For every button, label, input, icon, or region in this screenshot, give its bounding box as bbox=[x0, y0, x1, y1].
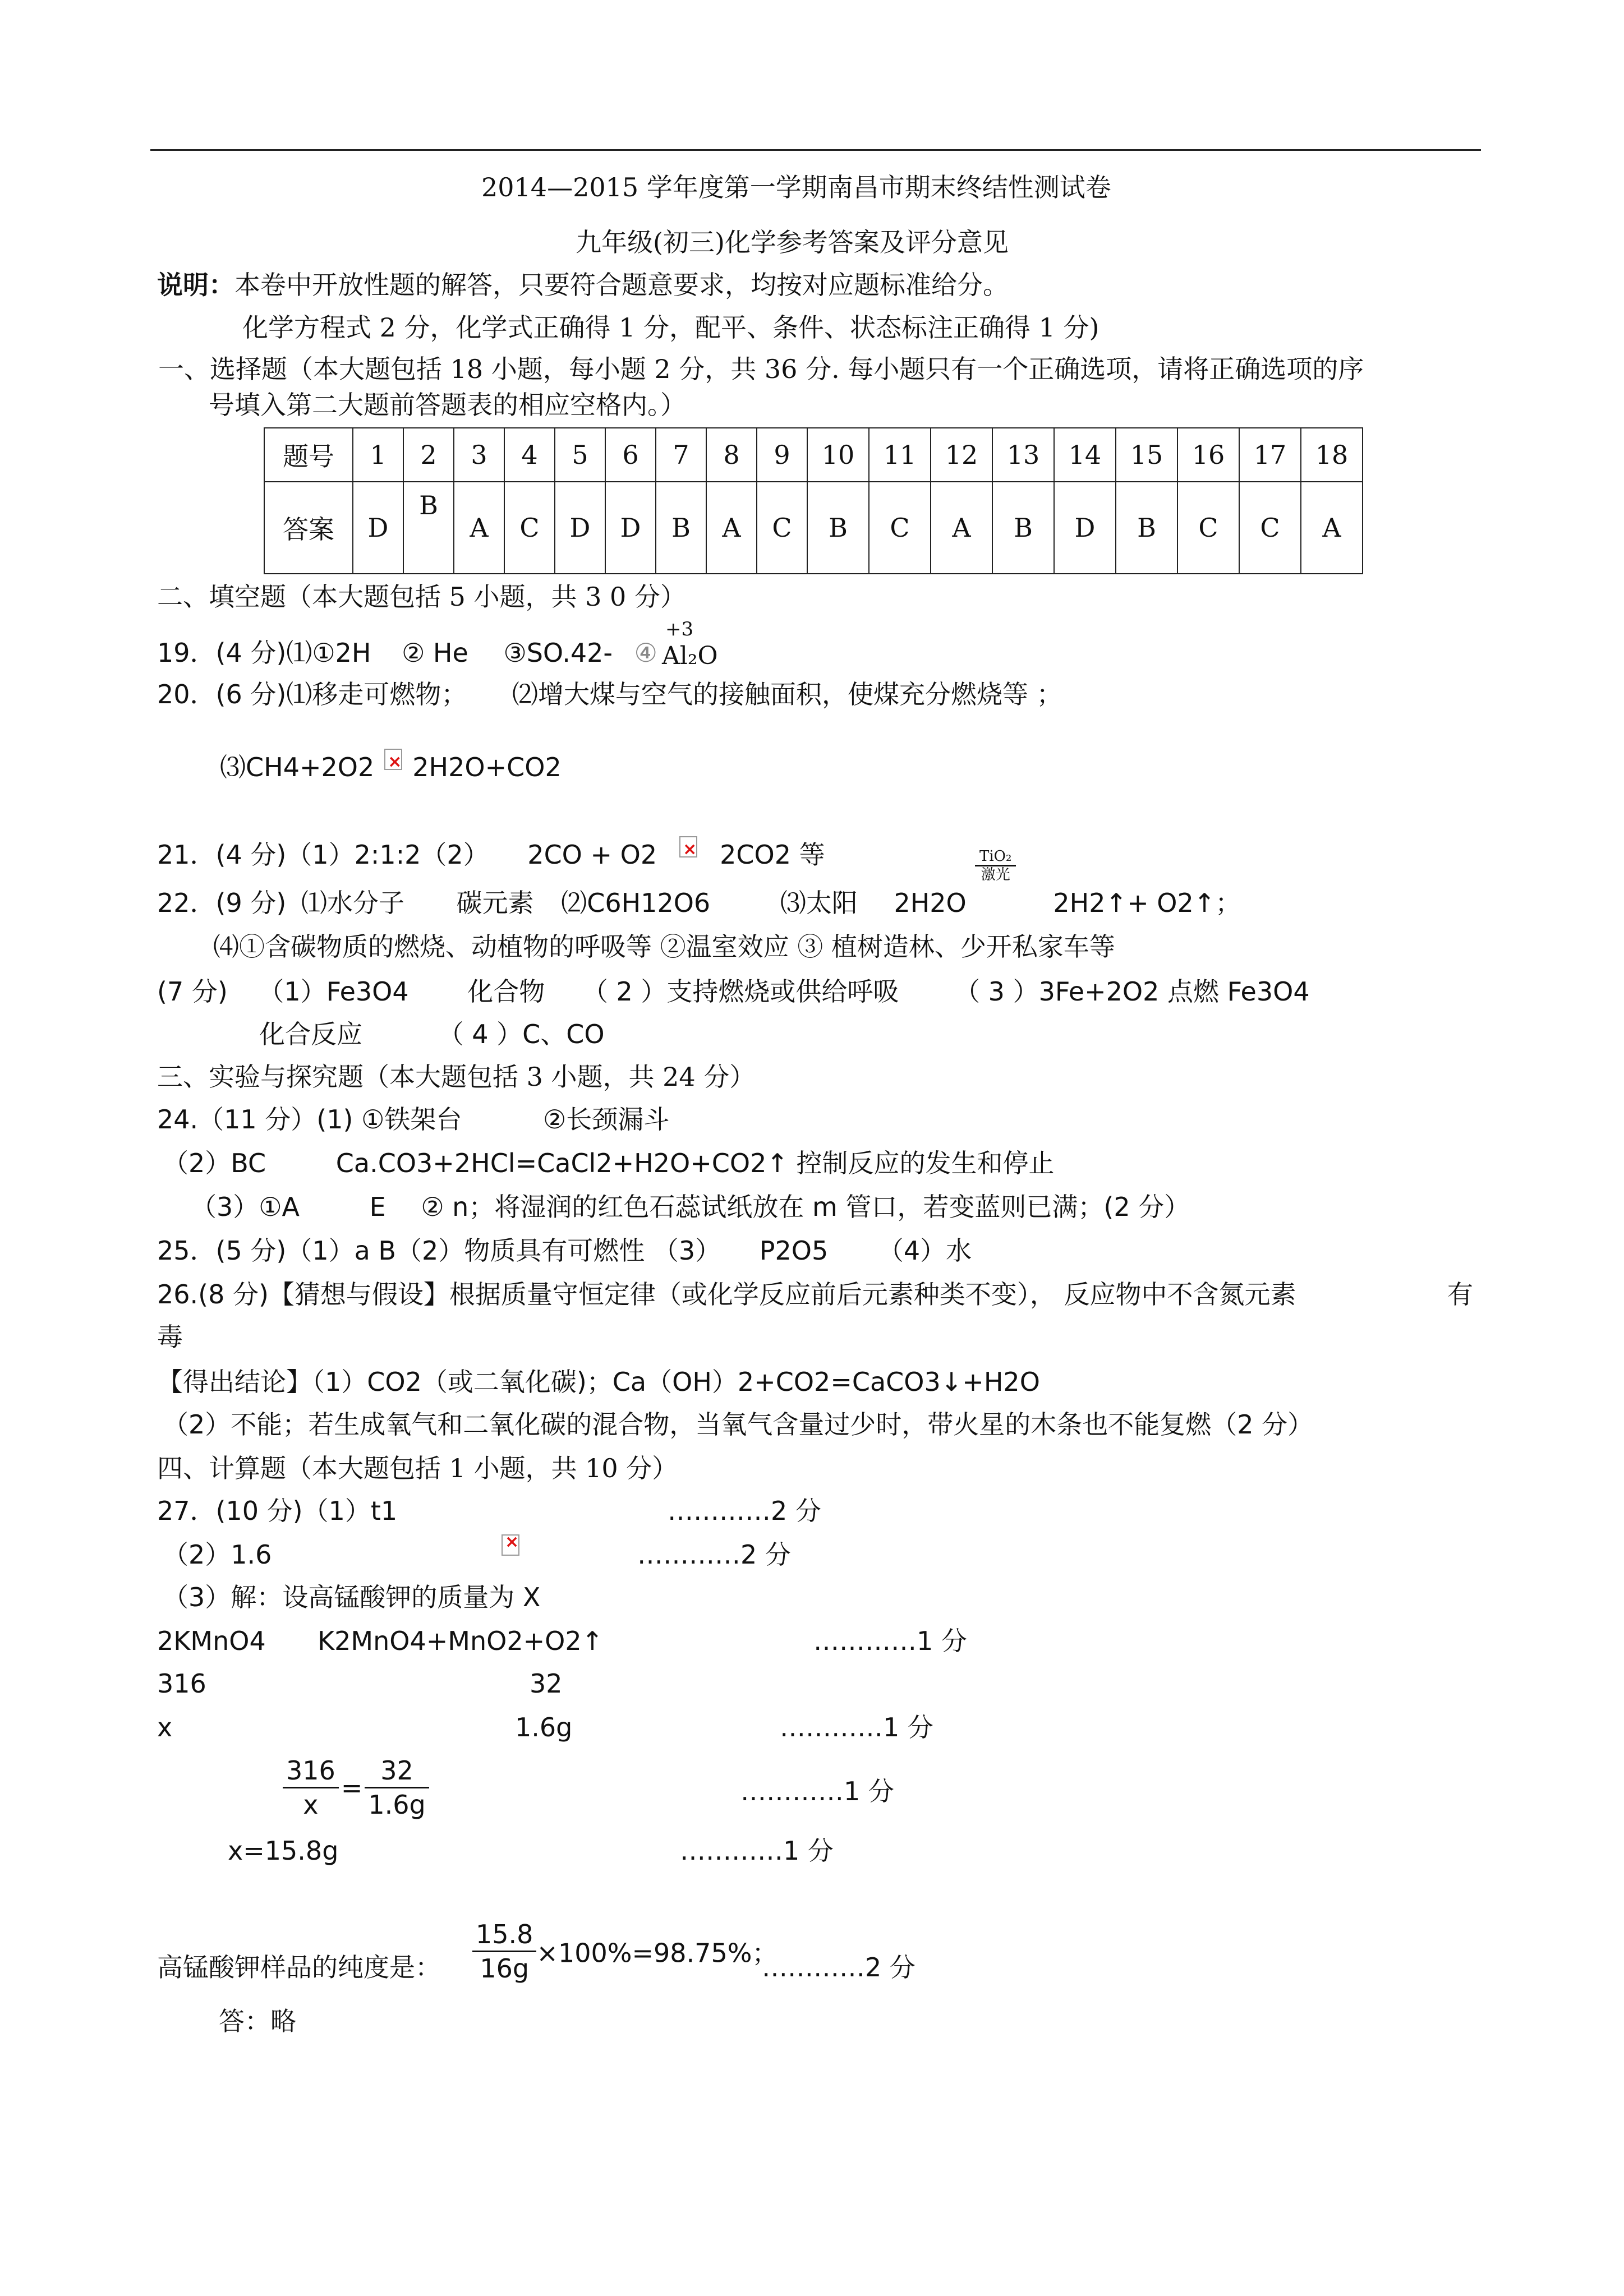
table-number: 3 bbox=[454, 428, 504, 482]
q24-line-2 bbox=[163, 1147, 1055, 1179]
q27-part3: （3）解：设高锰酸钾的质量为 X bbox=[163, 1582, 541, 1612]
table-answer: D bbox=[605, 482, 656, 574]
table-number: 17 bbox=[1239, 428, 1301, 482]
q27-products: K2MnO4+MnO2+O2↑ bbox=[318, 1626, 604, 1656]
q20-answer-2: ⑵增大煤与空气的接触面积，使煤充分燃烧等 ； bbox=[512, 679, 1062, 709]
q27-frac2-num: 32 bbox=[365, 1754, 429, 1788]
table-number: 7 bbox=[656, 428, 706, 482]
table-answer: B bbox=[656, 482, 706, 574]
section4-heading: 四、计算题（本大题包括 1 小题，共 10 分） bbox=[157, 1453, 678, 1483]
broken-image-icon bbox=[502, 1534, 519, 1556]
q26-line-1-wrap: 毒 bbox=[157, 1322, 183, 1352]
q22-answer-4: ⑶太阳 bbox=[780, 888, 858, 918]
top-rule bbox=[150, 149, 1481, 151]
table-number: 5 bbox=[555, 428, 605, 482]
q22-line-2: ⑷①含碳物质的燃烧、动植物的呼吸等 ②温室效应 ③ 植树造林、少开私家车等 bbox=[213, 932, 1115, 962]
q20-line-1 bbox=[157, 679, 1062, 710]
table-answer: A bbox=[706, 482, 757, 574]
section1-heading-cont: 号填入第二大题前答题表的相应空格内。） bbox=[209, 390, 686, 420]
notes-line-2: 化学方程式 2 分，化学式正确得 1 分，配平、条件、状态标注正确得 1 分) bbox=[242, 312, 1099, 343]
q22-prefix: 22．(9 分) bbox=[157, 888, 287, 918]
q27-part2-score: …………2 分 bbox=[637, 1539, 791, 1570]
table-number: 9 bbox=[757, 428, 807, 482]
q27-frac1-num: 316 bbox=[283, 1754, 339, 1788]
section2-heading: 二、填空题（本大题包括 5 小题，共 3 0 分） bbox=[157, 582, 686, 612]
q23-answer-1: （1）Fe3O4 bbox=[258, 976, 409, 1007]
q27-purity-rest: ×100%=98.75%； bbox=[536, 1938, 778, 1968]
table-number: 14 bbox=[1054, 428, 1116, 482]
table-number: 11 bbox=[869, 428, 931, 482]
section3-heading: 三、实验与探究题（本大题包括 3 小题，共 24 分） bbox=[157, 1062, 756, 1092]
q26-line-2: 【得出结论】（1）CO2（或二氧化碳)；Ca（OH）2+CO2=CaCO3↓+H2O bbox=[157, 1367, 1040, 1397]
q26-line-1-end: 有 bbox=[1447, 1279, 1473, 1310]
q20-eq-right: 2H2O+CO2 bbox=[412, 752, 562, 782]
q22-eq-right: 2H2↑+ O2↑； bbox=[1053, 888, 1241, 918]
q27-part2: （2）1.6 bbox=[163, 1539, 272, 1570]
table-answer: D bbox=[353, 482, 403, 574]
q27-mass-316: 316 bbox=[157, 1668, 206, 1699]
table-number: 1 bbox=[353, 428, 403, 482]
q20-eq-left: ⑶CH4+2O2 bbox=[220, 752, 375, 782]
table-answer: C bbox=[1239, 482, 1301, 574]
q23-answer-6: （ 4 ）C、CO bbox=[438, 1019, 605, 1049]
table-answer-label: 答案 bbox=[264, 482, 353, 574]
q22-condition-catalyst: TiO₂ bbox=[975, 848, 1016, 866]
table-number: 16 bbox=[1177, 428, 1239, 482]
q25-answer-1: 25．(5 分)（1）a B（2）物质具有可燃性 （3） bbox=[157, 1235, 721, 1266]
table-number: 13 bbox=[992, 428, 1054, 482]
q27-frac2-den: 1.6g bbox=[368, 1790, 426, 1820]
q27-fraction-2 bbox=[365, 1754, 429, 1821]
q27-purity-den: 16g bbox=[480, 1953, 530, 1984]
q27-purity-expression bbox=[472, 1918, 778, 1985]
table-number: 10 bbox=[807, 428, 869, 482]
q27-mass-32: 32 bbox=[530, 1668, 563, 1699]
q19-answer-2: ② He bbox=[402, 638, 468, 668]
q27-result: x=15.8g bbox=[228, 1836, 339, 1866]
table-answer: B bbox=[1116, 482, 1177, 574]
q22-answer-2: 碳元素 bbox=[456, 888, 534, 918]
table-answer: B bbox=[807, 482, 869, 574]
notes-label: 说明： bbox=[157, 270, 234, 300]
q24-answer-5: （3）①A bbox=[191, 1192, 300, 1222]
answer-table-answer-row bbox=[264, 482, 1363, 574]
table-answer: A bbox=[454, 482, 504, 574]
q19-formula: Al₂O bbox=[662, 642, 718, 670]
table-answer: D bbox=[1054, 482, 1116, 574]
broken-image-icon bbox=[384, 749, 402, 770]
table-number: 8 bbox=[706, 428, 757, 482]
q23-prefix: (7 分) bbox=[157, 976, 228, 1007]
table-number: 6 bbox=[605, 428, 656, 482]
q19-line bbox=[157, 637, 657, 668]
q27-purity-label: 高锰酸钾样品的纯度是： bbox=[157, 1952, 441, 1983]
q27-given-mass: 1.6g bbox=[515, 1712, 573, 1742]
q27-unknown-x: x bbox=[157, 1712, 173, 1742]
final-answer: 答：略 bbox=[219, 2006, 296, 2036]
q27-purity-num: 15.8 bbox=[472, 1918, 536, 1952]
q24-answer-3: （2）BC bbox=[163, 1148, 266, 1178]
table-answer: B bbox=[403, 482, 454, 574]
table-number: 2 bbox=[403, 428, 454, 482]
q27-result-score: …………1 分 bbox=[680, 1836, 834, 1866]
q22-answer-3: ⑵C6H12O6 bbox=[561, 888, 711, 918]
q22-line-1 bbox=[157, 887, 1241, 919]
q21-line bbox=[157, 839, 825, 870]
q21-eq-left: 2CO + O2 bbox=[527, 840, 657, 870]
section1-heading: 一、选择题（本大题包括 18 小题，每小题 2 分，共 36 分. 每小题只有一个正确选项，请将正确选项的序 bbox=[158, 354, 1364, 384]
table-answer: A bbox=[1301, 482, 1363, 574]
q27-fraction-1 bbox=[283, 1754, 339, 1821]
q21-prefix: 21．(4 分) bbox=[157, 840, 287, 870]
table-answer: B bbox=[992, 482, 1054, 574]
q22-eq-left: 2H2O bbox=[894, 888, 967, 918]
q26-line-3: （2）不能；若生成氧气和二氧化碳的混合物，当氧气含量过少时，带火星的木条也不能复燃（2 分） bbox=[163, 1409, 1314, 1440]
q22-condition-light: 激光 bbox=[981, 866, 1010, 883]
q22-answer-1: ⑴水分子 bbox=[301, 888, 404, 918]
q24-answer-1: 24.（11 分）(1) ①铁架台 bbox=[157, 1104, 462, 1135]
table-answer: D bbox=[555, 482, 605, 574]
q24-answer-6: E bbox=[369, 1192, 386, 1222]
q24-answer-4: Ca.CO3+2HCl=CaCl2+H2O+CO2↑ 控制反应的发生和停止 bbox=[335, 1148, 1055, 1178]
q19-prefix: 19．(4 分) bbox=[157, 638, 287, 668]
table-header-label: 题号 bbox=[264, 428, 353, 482]
q27-proportion-score: …………1 分 bbox=[740, 1776, 894, 1806]
q21-answer-1: （1）2:1:2（2） bbox=[286, 840, 489, 870]
table-number: 15 bbox=[1116, 428, 1177, 482]
q27-part1-score: …………2 分 bbox=[668, 1496, 821, 1526]
q20-answer-1: ⑴移走可燃物； bbox=[286, 679, 467, 709]
table-number: 18 bbox=[1301, 428, 1363, 482]
q23-answer-3: （ 2 ）支持燃烧或供给呼吸 bbox=[582, 976, 899, 1007]
q25-answer-3: （4）水 bbox=[877, 1235, 972, 1266]
q22-reaction-condition bbox=[975, 848, 1016, 883]
q23-line-1 bbox=[157, 976, 1310, 1007]
broken-image-icon bbox=[679, 836, 697, 857]
document-subtitle: 九年级(初三)化学参考答案及评分意见 bbox=[576, 227, 1009, 257]
q23-line-2 bbox=[259, 1018, 605, 1050]
q20-prefix: 20．(6 分) bbox=[157, 679, 287, 709]
q19-answer-1: ⑴①2H bbox=[286, 638, 371, 668]
table-number: 12 bbox=[931, 428, 992, 482]
q23-answer-5: 化合反应 bbox=[259, 1019, 362, 1049]
q25-answer-2: P2O5 bbox=[759, 1235, 829, 1266]
q27-purity-score: …………2 分 bbox=[762, 1952, 915, 1983]
q27-proportion bbox=[283, 1754, 429, 1821]
q27-ratio-score: …………1 分 bbox=[780, 1712, 933, 1742]
q27-frac1-den: x bbox=[303, 1790, 319, 1820]
table-number: 4 bbox=[504, 428, 555, 482]
q23-answer-2: 化合物 bbox=[467, 976, 545, 1007]
q27-reactant: 2KMnO4 bbox=[157, 1626, 266, 1656]
table-answer: C bbox=[504, 482, 555, 574]
q27-purity-fraction bbox=[472, 1918, 536, 1985]
q24-line-1 bbox=[157, 1104, 669, 1135]
q24-answer-7: ② n；将湿润的红色石蕊试纸放在 m 管口，若变蓝则已满；(2 分） bbox=[421, 1192, 1190, 1222]
q25-line bbox=[157, 1235, 972, 1266]
table-answer: C bbox=[757, 482, 807, 574]
table-answer: C bbox=[1177, 482, 1239, 574]
document-title: 2014—2015 学年度第一学期南昌市期末终结性测试卷 bbox=[481, 172, 1111, 202]
q19-answer-3: ③SO.42- bbox=[503, 638, 613, 668]
notes-text-1: 本卷中开放性题的解答，只要符合题意要求，均按对应题标准给分。 bbox=[234, 270, 1009, 300]
q26-line-1: 26.(8 分)【猜想与假设】根据质量守恒定律（或化学反应前后元素种类不变）， 反应物中不含氮元素 bbox=[157, 1279, 1296, 1310]
notes-line-1 bbox=[157, 269, 1009, 301]
table-answer: C bbox=[869, 482, 931, 574]
q21-eq-right: 2CO2 等 bbox=[720, 840, 825, 870]
q27-equals: = bbox=[341, 1772, 363, 1803]
q24-line-3 bbox=[191, 1191, 1190, 1223]
q19-charge: +3 bbox=[665, 618, 694, 640]
q23-answer-4: （ 3 ）3Fe+2O2 点燃 Fe3O4 bbox=[954, 976, 1310, 1007]
answer-table bbox=[264, 427, 1363, 574]
q19-answer-4: ④ bbox=[634, 638, 657, 668]
q27-reaction-score: …………1 分 bbox=[813, 1626, 967, 1656]
answer-table-number-row bbox=[264, 428, 1363, 482]
q27-part1: 27．(10 分)（1）t1 bbox=[157, 1496, 398, 1526]
q24-answer-2: ②长颈漏斗 bbox=[542, 1104, 670, 1135]
q20-equation bbox=[220, 751, 562, 783]
table-answer: A bbox=[931, 482, 992, 574]
